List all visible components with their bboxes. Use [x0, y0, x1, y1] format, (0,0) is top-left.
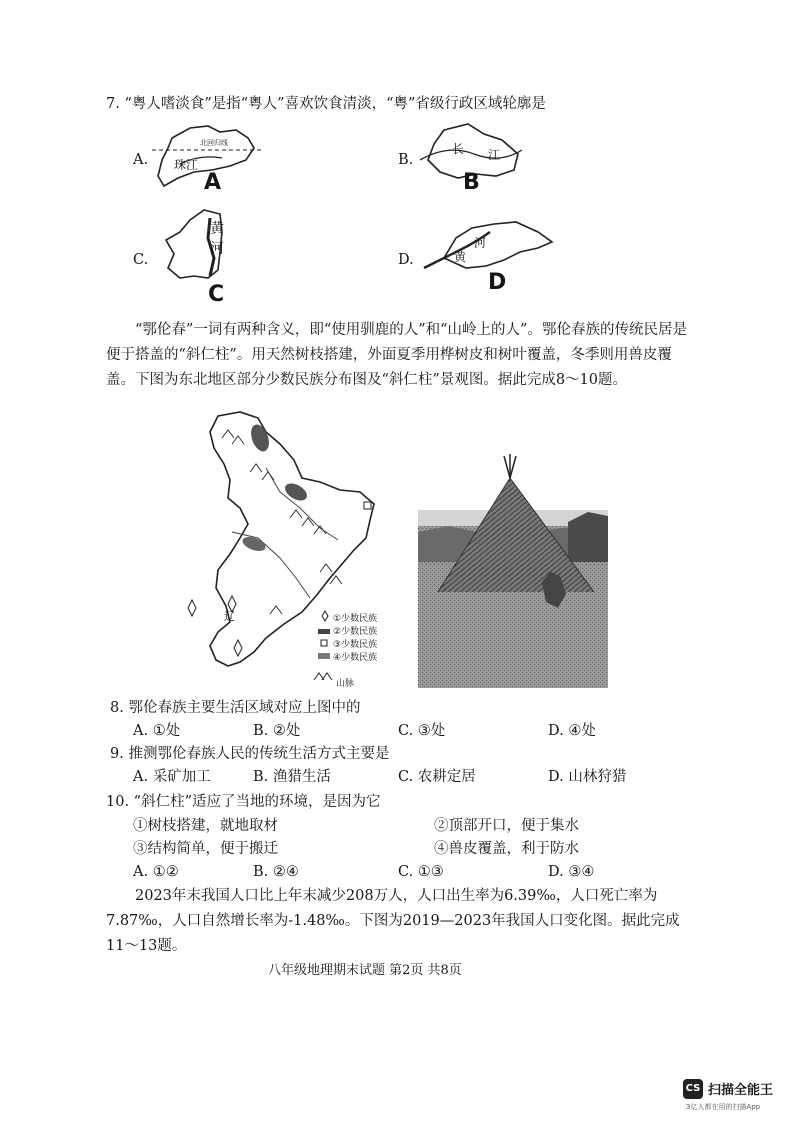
q7-d-letter: D: [488, 270, 507, 295]
xierenzhu-photo: [418, 452, 608, 688]
q10-item-4: ④兽皮覆盖，利于防水: [434, 841, 579, 857]
q8-option-c: C. ③处: [398, 723, 446, 739]
legend-item-3: ③少数民族: [333, 640, 378, 650]
q7-option-c-key: C.: [133, 252, 149, 268]
q10-option-b: B. ②④: [253, 864, 299, 880]
passage-oroqen: “鄂伦春”一词有两种含义，即“使用驯鹿的人”和“山岭上的人”。鄂伦春族的传统民居是便于搭盖的“斜仁柱”。用天然树枝搭建，外面夏季用桦树皮和树叶覆盖，冬季则用兽皮覆盖。下图为东北地区部分少数民族分布图及“斜仁柱”景观图。据此完成8～10题。: [106, 322, 687, 388]
camscanner-title: 扫描全能王: [708, 1083, 774, 1098]
q10-item-3: ③结构简单，便于搬迁: [133, 841, 278, 857]
q8-option-a: A. ①处: [133, 723, 181, 739]
legend-item-4: ④少数民族: [333, 653, 378, 663]
q7-option-d-map: [420, 218, 560, 276]
q7-c-letter: C: [208, 282, 225, 307]
q7-b-letter: B: [463, 170, 480, 195]
q7-b-label-2: 江: [488, 148, 501, 162]
q7-d-label-2: 黄: [454, 250, 467, 264]
page-footer: 八年级地理期末试题 第2页 共8页: [268, 963, 462, 978]
q9-stem: 9. 推测鄂伦春族人民的传统生活方式主要是: [110, 746, 390, 762]
camscanner-subtitle: 3亿人都在用的扫描App: [686, 1103, 761, 1111]
q8-stem: 8. 鄂伦春族主要生活区域对应上图中的: [110, 700, 361, 716]
q8-option-d: D. ④处: [548, 723, 596, 739]
q7-option-a-key: A.: [133, 152, 149, 168]
q7-a-letter: A: [204, 170, 222, 195]
legend-item-1: ①少数民族: [333, 614, 378, 624]
legend-item-2: ②少数民族: [333, 627, 378, 637]
q10-item-2: ②顶部开口，便于集水: [434, 818, 579, 834]
camscanner-logo: CS: [683, 1079, 703, 1099]
q9-option-b: B. 渔猎生活: [253, 769, 331, 785]
map-region-label: 辽: [224, 610, 235, 623]
q7-a-tropic-label: 北回归线: [200, 139, 228, 147]
q7-a-river-label: 珠江: [174, 158, 199, 172]
q9-option-a: A. 采矿加工: [133, 769, 211, 785]
q7-stem: 7. “粤人嗜淡食”是指“粤人”喜欢饮食清淡，“粤”省级行政区域轮廓是: [106, 96, 546, 112]
q10-option-a: A. ①②: [133, 864, 179, 880]
q7-c-label-1: 黄: [210, 221, 224, 237]
q10-option-d: D. ③④: [548, 864, 595, 880]
q10-stem: 10. “斜仁柱”适应了当地的环境，是因为它: [106, 794, 381, 810]
q9-option-d: D. 山林狩猎: [548, 769, 627, 785]
q7-option-c-map: [160, 206, 240, 288]
q7-d-label-1: 河: [474, 236, 487, 250]
q7-option-b-key: B.: [398, 152, 414, 168]
q7-b-label-1: 长: [452, 142, 465, 156]
q9-option-c: C. 农耕定居: [398, 769, 476, 785]
q8-option-b: B. ②处: [253, 723, 301, 739]
legend-item-mountain: 山脉: [336, 679, 355, 689]
q7-c-label-2: 河: [210, 241, 224, 257]
q10-item-1: ①树枝搭建，就地取材: [133, 818, 278, 834]
q10-option-c: C. ①③: [398, 864, 444, 880]
q7-option-d-key: D.: [398, 252, 414, 268]
passage-population: 2023年末我国人口比上年末减少208万人，人口出生率为6.39‰，人口死亡率为7.87‰，人口自然增长率为-1.48‰。下图为2019—2023年我国人口变化图。据此完成11～13题。: [106, 888, 680, 954]
